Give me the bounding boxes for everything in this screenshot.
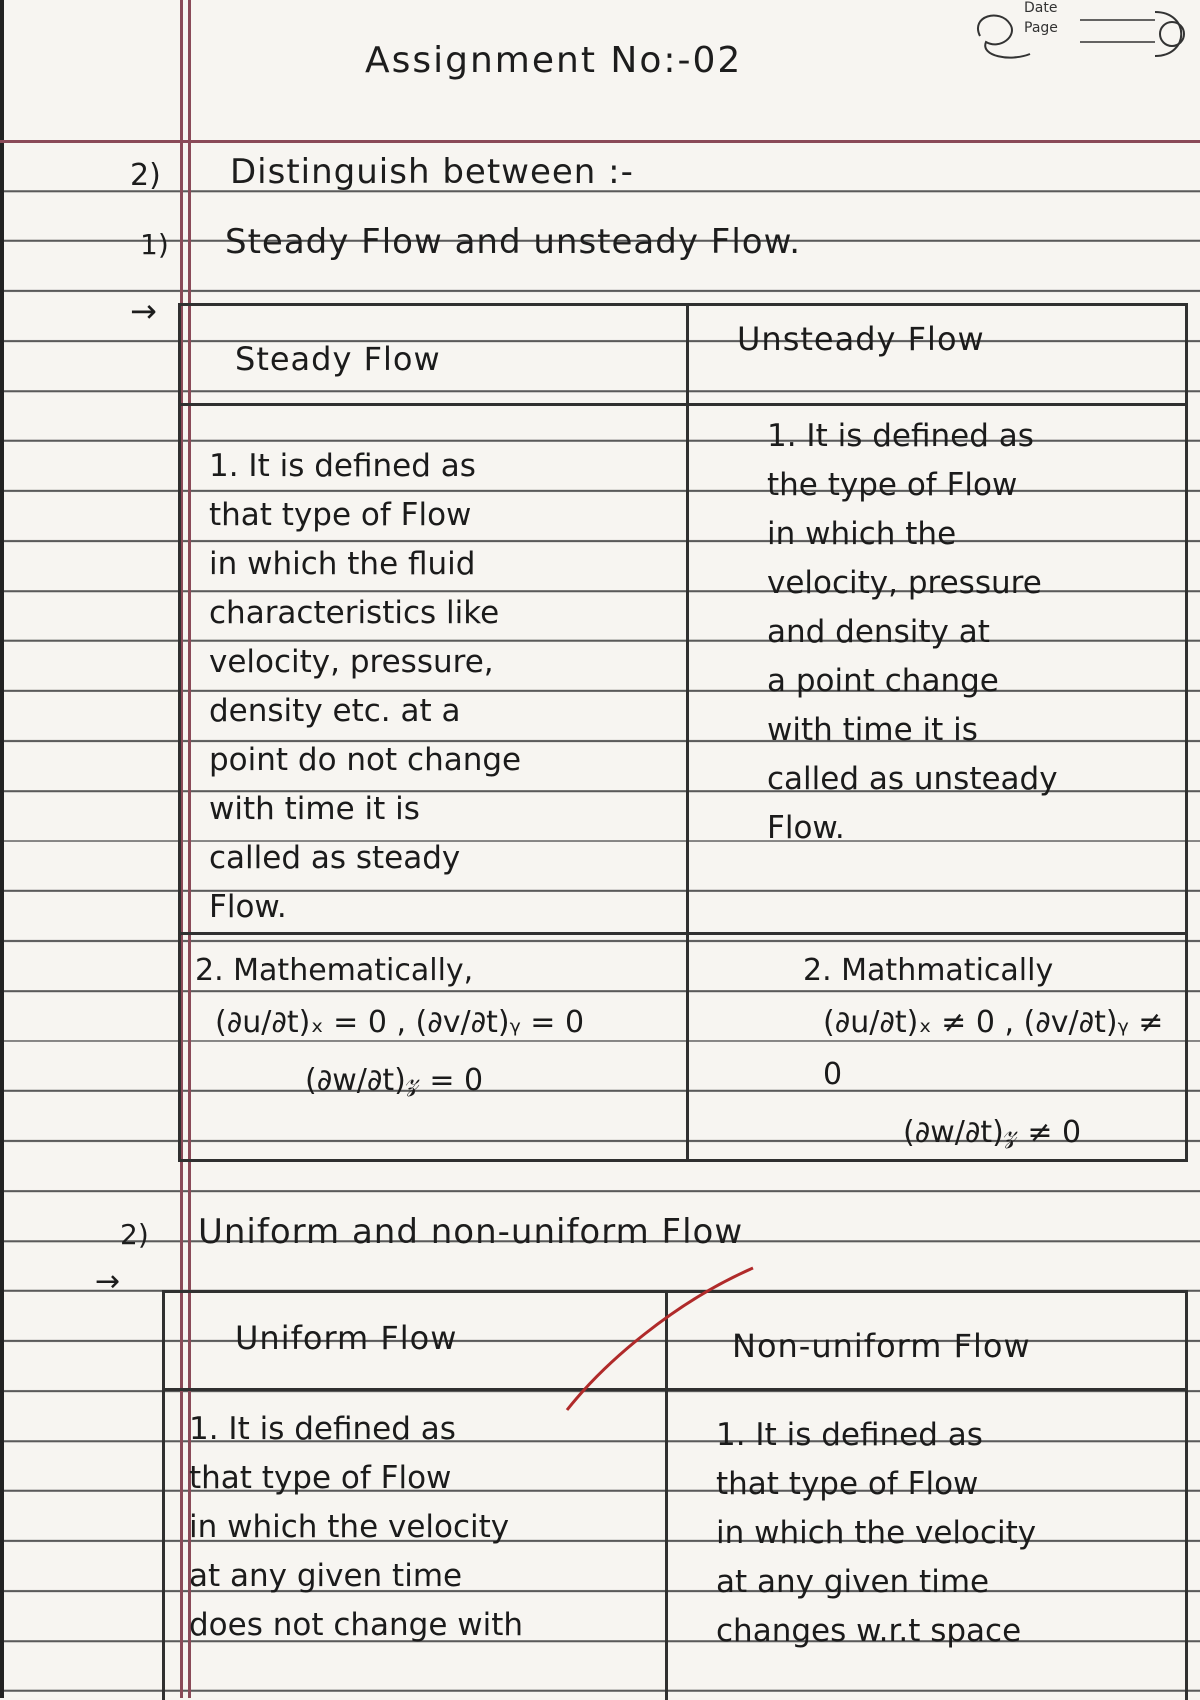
- steady-math-label: 2. Mathematically,: [195, 953, 474, 988]
- page-title: Assignment No:-02: [365, 40, 743, 81]
- steady-point-line: with time it is: [209, 791, 420, 827]
- notebook-logo-icon: [960, 6, 1192, 64]
- part1-arrow: →: [130, 292, 157, 330]
- unsteady-flow-header-text: Unsteady Flow: [737, 320, 985, 358]
- steady-math-line2: (∂w/∂t)𝓏 = 0: [305, 1063, 484, 1098]
- uniform-point-line: does not change with: [189, 1607, 524, 1643]
- nonuniform-point-line: that type of Flow: [716, 1466, 979, 1502]
- nonuniform-point-line: at any given time: [716, 1564, 990, 1600]
- unsteady-math: [688, 934, 1187, 1161]
- unsteady-point-line: 1. It is defined as: [767, 418, 1034, 454]
- uniform-point-line: at any given time: [189, 1558, 463, 1594]
- nonuniform-point-line: in which the velocity: [716, 1515, 1037, 1551]
- uniform-point-line: that type of Flow: [189, 1460, 452, 1496]
- steady-point-line: characteristics like: [209, 595, 500, 631]
- unsteady-math-label: 2. Mathmatically: [803, 953, 1054, 988]
- steady-point-1: [180, 405, 688, 934]
- unsteady-math-line1: (∂u/∂t)ₓ ≠ 0 , (∂v/∂t)ᵧ ≠ 0: [823, 1005, 1164, 1092]
- steady-math-line1: (∂u/∂t)ₓ = 0 , (∂v/∂t)ᵧ = 0: [215, 1005, 585, 1040]
- checkmark-icon: [565, 1262, 765, 1412]
- steady-point-line: in which the fluid: [209, 546, 476, 582]
- unsteady-point-line: and density at: [767, 614, 990, 650]
- part2-arrow: →: [95, 1264, 121, 1299]
- nonuniform-point-1: [667, 1390, 1187, 1700]
- unsteady-point-line: with time it is: [767, 712, 978, 748]
- uniform-flow-header-text: Uniform Flow: [235, 1319, 458, 1357]
- steady-flow-header: [180, 305, 688, 405]
- question-number: 2): [130, 158, 161, 193]
- unsteady-point-line: in which the: [767, 516, 957, 552]
- unsteady-flow-header: [688, 305, 1187, 405]
- nonuniform-flow-header-text: Non-uniform Flow: [732, 1327, 1031, 1365]
- uniform-point-line: in which the velocity: [189, 1509, 510, 1545]
- unsteady-math-line2: (∂w/∂t)𝓏 ≠ 0: [903, 1115, 1082, 1150]
- nonuniform-point-line: changes w.r.t space: [716, 1613, 1022, 1649]
- steady-unsteady-table: [178, 303, 1188, 1162]
- part1-heading: Steady Flow and unsteady Flow.: [225, 222, 802, 262]
- steady-point-line: point do not change: [209, 742, 522, 778]
- nonuniform-point-line: 1. It is defined as: [716, 1417, 983, 1453]
- steady-math: [180, 934, 688, 1161]
- uniform-point-line: 1. It is defined as: [189, 1411, 456, 1447]
- header-rule: [0, 140, 1200, 143]
- unsteady-point-line: Flow.: [767, 810, 845, 846]
- question-text: Distinguish between :-: [230, 152, 634, 192]
- part2-number: 2): [120, 1218, 149, 1251]
- unsteady-point-line: called as unsteady: [767, 761, 1058, 797]
- unsteady-point-1: [688, 405, 1187, 934]
- page-label: Page: [1024, 20, 1058, 36]
- steady-point-line: density etc. at a: [209, 693, 461, 729]
- uniform-point-1: [164, 1390, 667, 1700]
- steady-point-line: velocity, pressure,: [209, 644, 494, 680]
- unsteady-point-line: the type of Flow: [767, 467, 1018, 503]
- steady-point-line: called as steady: [209, 840, 461, 876]
- date-label: Date: [1024, 0, 1058, 16]
- steady-point-line: 1. It is defined as: [209, 448, 476, 484]
- steady-point-line: Flow.: [209, 889, 287, 925]
- part2-heading: Uniform and non-uniform Flow: [198, 1212, 744, 1252]
- steady-flow-header-text: Steady Flow: [235, 340, 441, 378]
- unsteady-point-line: velocity, pressure: [767, 565, 1042, 601]
- page-edge: [0, 0, 4, 1698]
- steady-point-line: that type of Flow: [209, 497, 472, 533]
- unsteady-point-line: a point change: [767, 663, 999, 699]
- part1-number: 1): [140, 228, 169, 261]
